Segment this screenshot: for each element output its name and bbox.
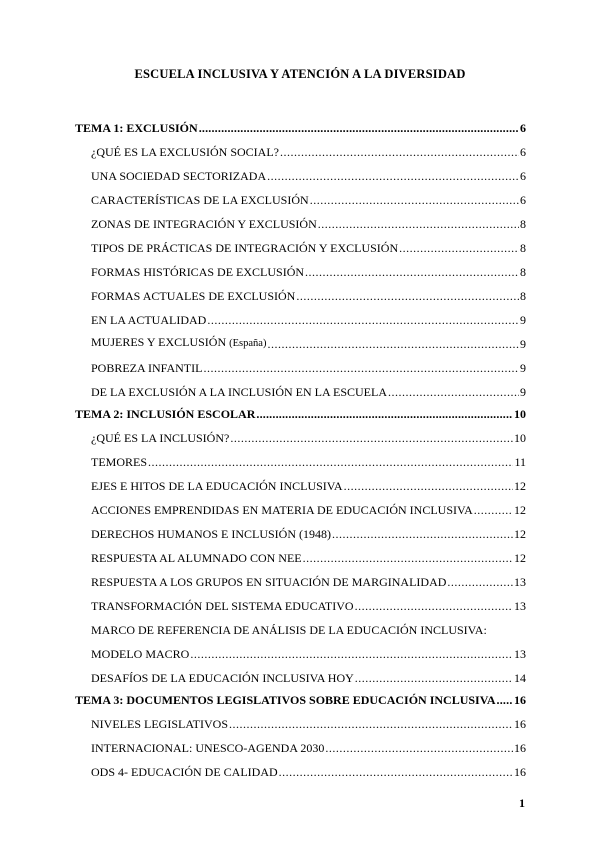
page-number: 1 xyxy=(519,796,525,810)
toc-page: 12 xyxy=(514,551,526,565)
toc-entry[interactable] xyxy=(91,641,526,661)
toc-leader xyxy=(399,241,519,255)
toc-entry[interactable] xyxy=(91,139,526,159)
toc-label: ZONAS DE INTEGRACIÓN Y EXCLUSIÓN xyxy=(91,217,317,231)
toc-page: 16 xyxy=(514,765,526,779)
toc-page: 8 xyxy=(520,217,526,231)
toc-leader xyxy=(207,313,519,327)
toc-chapter-1[interactable] xyxy=(75,115,526,135)
toc-page: 9 xyxy=(520,337,526,351)
toc-page: 12 xyxy=(514,479,526,493)
toc-leader xyxy=(199,121,519,135)
toc-label: TEMORES xyxy=(91,455,148,469)
toc-leader xyxy=(267,169,519,183)
toc-page: 9 xyxy=(520,313,526,327)
toc-page: 13 xyxy=(514,575,526,589)
toc-entry[interactable] xyxy=(91,355,526,375)
toc-label: DESAFÍOS DE LA EDUCACIÓN INCLUSIVA HOY xyxy=(91,671,354,685)
toc-label: ¿QUÉ ES LA EXCLUSIÓN SOCIAL? xyxy=(91,145,279,159)
toc-page: 8 xyxy=(520,265,526,279)
toc-label: EJES E HITOS DE LA EDUCACIÓN INCLUSIVA xyxy=(91,479,343,493)
toc-leader xyxy=(296,289,519,303)
toc-entry[interactable] xyxy=(91,283,526,303)
toc-page: 10 xyxy=(514,407,526,421)
document-title: ESCUELA INCLUSIVA Y ATENCIÓN A LA DIVERSIDAD xyxy=(134,67,466,81)
toc-page: 9 xyxy=(520,385,526,399)
toc-page: 13 xyxy=(514,599,526,613)
toc-label: CARACTERÍSTICAS DE LA EXCLUSIÓN xyxy=(91,193,309,207)
toc-leader xyxy=(256,407,513,421)
toc-label: UNA SOCIEDAD SECTORIZADA xyxy=(91,169,267,183)
toc-label: NIVELES LEGISLATIVOS xyxy=(91,717,228,731)
toc-leader xyxy=(388,385,519,399)
toc-entry[interactable] xyxy=(91,521,526,541)
toc-label: POBREZA INFANTIL xyxy=(91,361,203,375)
toc-label: EN LA ACTUALIDAD xyxy=(91,313,207,327)
toc-leader xyxy=(280,145,519,159)
toc-label: RESPUESTA AL ALUMNADO CON NEE xyxy=(91,551,302,565)
toc-leader xyxy=(190,647,513,661)
toc-leader xyxy=(318,217,519,231)
toc-entry[interactable] xyxy=(91,711,526,731)
toc-page: 6 xyxy=(520,169,526,183)
toc-entry[interactable] xyxy=(91,473,526,493)
toc-label: TEMA 3: DOCUMENTOS LEGISLATIVOS SOBRE EDUCACIÓN INCLUSIVA xyxy=(75,693,496,707)
toc-leader xyxy=(148,455,513,469)
toc-leader xyxy=(303,551,513,565)
toc-entry-line1[interactable] xyxy=(91,617,526,637)
toc-page: 10 xyxy=(514,431,526,445)
toc-entry[interactable] xyxy=(91,235,526,255)
toc-entry[interactable] xyxy=(91,211,526,231)
toc-chapter-3[interactable] xyxy=(75,687,526,707)
toc-label: RESPUESTA A LOS GRUPOS EN SITUACIÓN DE MARGINALIDAD xyxy=(91,575,447,589)
toc-leader xyxy=(447,575,513,589)
toc-entry[interactable] xyxy=(91,307,526,327)
toc-page: 6 xyxy=(520,145,526,159)
toc-entry[interactable] xyxy=(91,759,526,779)
toc-entry[interactable] xyxy=(91,163,526,183)
toc-entry[interactable] xyxy=(91,665,526,685)
toc-label-main: MUJERES Y EXCLUSIÓN xyxy=(91,335,227,349)
toc-leader xyxy=(474,503,513,517)
toc-entry[interactable] xyxy=(91,187,526,207)
toc-entry[interactable] xyxy=(91,593,526,613)
toc-page: 12 xyxy=(514,503,526,517)
toc-page: 13 xyxy=(514,647,526,661)
toc-leader xyxy=(230,431,513,445)
toc-entry[interactable] xyxy=(91,545,526,565)
toc-page: 8 xyxy=(520,241,526,255)
toc-leader xyxy=(310,193,519,207)
toc-page: 9 xyxy=(520,361,526,375)
toc-leader xyxy=(344,479,513,493)
toc-entry[interactable] xyxy=(91,379,526,399)
toc-page: 12 xyxy=(514,527,526,541)
toc-leader xyxy=(267,337,519,351)
toc-label: INTERNACIONAL: UNESCO-AGENDA 2030 xyxy=(91,741,325,755)
toc-entry[interactable] xyxy=(91,449,526,469)
toc-entry[interactable] xyxy=(91,735,526,755)
toc-entry[interactable] xyxy=(91,497,526,517)
toc-label: ODS 4- EDUCACIÓN DE CALIDAD xyxy=(91,765,278,779)
toc-label: DE LA EXCLUSIÓN A LA INCLUSIÓN EN LA ESCUELA xyxy=(91,385,387,399)
toc-page: 16 xyxy=(514,693,526,707)
toc-leader xyxy=(355,671,513,685)
toc-leader xyxy=(355,599,513,613)
toc-page: 6 xyxy=(520,121,526,135)
toc-leader xyxy=(229,717,513,731)
toc-label: TEMA 1: EXCLUSIÓN xyxy=(75,121,198,135)
toc-label: TRANSFORMACIÓN DEL SISTEMA EDUCATIVO xyxy=(91,599,354,613)
toc-label: MARCO DE REFERENCIA DE ANÁLISIS DE LA EDUCACIÓN INCLUSIVA: xyxy=(91,623,487,637)
toc-entry[interactable] xyxy=(91,569,526,589)
toc-leader xyxy=(325,741,513,755)
toc-entry[interactable] xyxy=(91,259,526,279)
toc-page: 16 xyxy=(514,741,526,755)
toc-label: TEMA 2: INCLUSIÓN ESCOLAR xyxy=(75,407,256,421)
toc-page: 14 xyxy=(514,671,526,685)
toc-entry[interactable] xyxy=(91,425,526,445)
toc-page: 8 xyxy=(520,289,526,303)
toc-leader xyxy=(497,693,513,707)
toc-label: FORMAS HISTÓRICAS DE EXCLUSIÓN xyxy=(91,265,305,279)
toc-label: FORMAS ACTUALES DE EXCLUSIÓN xyxy=(91,289,296,303)
toc-leader xyxy=(203,361,519,375)
toc-label: ACCIONES EMPRENDIDAS EN MATERIA DE EDUCACIÓN INCLUSIVA xyxy=(91,503,473,517)
toc-leader xyxy=(305,265,519,279)
toc-label-suffix: (España) xyxy=(229,338,267,349)
toc-page: 16 xyxy=(514,717,526,731)
toc-page: 11 xyxy=(514,455,526,469)
toc-entry[interactable] xyxy=(91,331,526,351)
toc-label-line2: MODELO MACRO xyxy=(91,647,190,661)
toc-chapter-2[interactable] xyxy=(75,401,526,421)
toc-label xyxy=(91,335,266,351)
toc-label: DERECHOS HUMANOS E INCLUSIÓN (1948) xyxy=(91,527,331,541)
toc-leader xyxy=(279,765,513,779)
toc-label: ¿QUÉ ES LA INCLUSIÓN? xyxy=(91,431,230,445)
toc-page: 6 xyxy=(520,193,526,207)
toc-label: TIPOS DE PRÁCTICAS DE INTEGRACIÓN Y EXCLUSIÓN xyxy=(91,241,399,255)
toc-leader xyxy=(332,527,513,541)
